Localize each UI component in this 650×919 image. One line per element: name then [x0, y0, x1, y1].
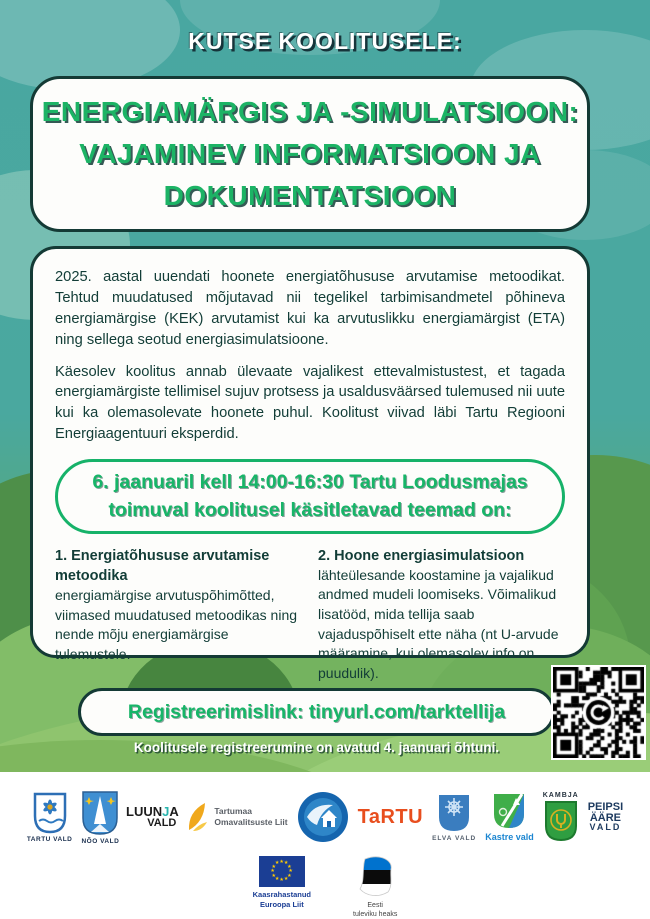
eu-star-icon: ★: [274, 875, 280, 882]
peipsiaare-line-2: ÄÄRE: [589, 811, 622, 824]
trea-circle-icon: [297, 791, 349, 843]
page-title-line-3: DOKUMENTATSIOON: [163, 180, 457, 211]
session-line-2: toimuval koolitusel käsitletavad teemad on:: [108, 499, 512, 522]
eu-star-icon: ★: [279, 877, 284, 883]
session-line-1: 6. jaanuaril kell 14:00-16:30 Tartu Loodusmajas: [92, 471, 528, 493]
invitation-badge: KUTSE KOOLITUSELE:: [188, 28, 462, 54]
eu-flag-icon: [259, 856, 305, 887]
tol-text: Tartumaa Omavalitsuste Liit: [214, 806, 288, 827]
partner-logo-row: [0, 784, 650, 850]
registration-link-text: Registreerimislink: tinyurl.com/tarktellija: [127, 700, 506, 723]
tartu-vald-shield-icon: [33, 792, 67, 834]
session-info-pill: [55, 459, 565, 534]
funding-logo-row: [0, 856, 650, 919]
tartu-vald-caption: TARTU VALD: [26, 835, 73, 843]
kambja-caption: KAMBJA: [542, 792, 579, 799]
footer-logo-strip: [0, 772, 650, 919]
title-card: [30, 76, 590, 232]
tol-leaf-icon: [185, 800, 209, 834]
noo-vald-shield-icon: [81, 790, 119, 836]
topic-1: [55, 546, 302, 684]
topic-2-body: lähteülesande koostamine ja vajalikud andmed mudeli loomiseks. Võimalikud lisatööd, mida tellija saab vajaduspõhiselt ette näha (nt U-arvude määramine, kui olemasolev info on puudulik).: [318, 566, 559, 681]
logo-kastre-vald: [485, 792, 534, 842]
topics-columns: [55, 546, 565, 684]
logo-eu-cofunded: [253, 856, 311, 910]
eu-star-icon: ★: [271, 872, 276, 879]
logo-estonia-future: [353, 856, 397, 919]
eu-star-icon: ★: [279, 859, 284, 865]
luunja-vald-text: VALD: [147, 817, 177, 829]
kastre-vald-caption: Kastre vald: [485, 832, 534, 842]
logo-tartu-vald: [27, 792, 73, 843]
topic-2: [318, 546, 565, 684]
registration-deadline: Koolitusele registreerumine on avatud 4. jaanuari õhtuni.: [133, 740, 500, 755]
eu-star-icon: ★: [288, 868, 293, 874]
eu-star-icon: ★: [270, 868, 275, 874]
registration-link-pill: [78, 688, 555, 736]
elva-vald-caption: ELVA VALD: [432, 834, 477, 842]
page-title-line-1: ENERGIAMÄRGIS JA -SIMULATSIOON:: [41, 96, 579, 127]
topic-2-title: 2. Hoone energiasimulatsioon: [318, 547, 525, 564]
peipsiaare-line-3: VALD: [589, 822, 622, 833]
noo-vald-caption: NÕO VALD: [81, 837, 120, 845]
logo-noo-vald: [81, 790, 119, 845]
elva-vald-shield-icon: [437, 793, 471, 833]
qr-code: [551, 665, 646, 760]
kambja-shield-icon: [544, 800, 578, 842]
logo-tartumaa-omavalitsuste-liit: [185, 800, 287, 834]
eu-star-icon: ★: [283, 875, 289, 882]
luunja-wordmark: LUUNJA: [126, 804, 179, 819]
peipsiaare-line-1: PEIPSI: [587, 801, 624, 814]
eu-star-icon: ★: [271, 863, 276, 870]
topic-1-body: energiamärgise arvutuspõhimõtted, viimased muudatused metoodikas ning nende mõju energiamärgise tulemustele.: [55, 587, 298, 662]
eu-star-icon: ★: [287, 863, 292, 870]
intro-paragraph-2: Käesolev koolitus annab ülevaate vajalikest ettevalmistustest, et tagada energiamärgiste tellimisel sujuv protsess ja usaldusväärsed tulemused nii uute kui ka olemasolevate hoonete puhul. Koolitust viivad läbi Tartu Regiooni Energiaagentuuri eksperdid.: [55, 363, 565, 443]
page-title-line-2: VAJAMINEV INFORMATSIOON JA: [79, 138, 541, 169]
logo-trea: [297, 791, 349, 843]
logo-peipsiaare-vald: [588, 802, 623, 831]
tartu-city-wordmark: TaRTU: [357, 805, 424, 828]
luunja-accent-letter: J: [162, 804, 170, 819]
logo-elva-vald: [432, 793, 476, 842]
logo-luunja-vald: [126, 804, 179, 829]
qr-code-canvas: [553, 667, 644, 758]
eu-star-icon: ★: [283, 860, 289, 867]
topic-1-title: 1. Energiatõhususe arvutamise metoodika: [55, 547, 270, 584]
eu-funding-text: Kaasrahastanud Euroopa Liit: [252, 890, 311, 909]
info-card: [30, 246, 590, 681]
estonian-flag-icon: [353, 856, 397, 898]
eu-star-icon: ★: [287, 872, 292, 879]
kastre-vald-shield-icon: [492, 792, 526, 830]
intro-paragraph-1: 2025. aastal uuendati hoonete energiatõhususe arvutamise metoodikat. Tehtud muudatused mõjutavad nii tegelikel tarbimisandmetel põhineva energiamärgise (KEK) arvutamist kui ka arvutuslikku energiamärgist (ETA) ning sellega seotud energiasimulatsioone.: [55, 269, 565, 348]
estonia-funding-text: Eesti tuleviku heaks: [353, 902, 398, 919]
logo-kambja-vald: [543, 792, 579, 842]
eu-star-icon: ★: [274, 860, 280, 867]
logo-tartu-city: [358, 806, 423, 829]
